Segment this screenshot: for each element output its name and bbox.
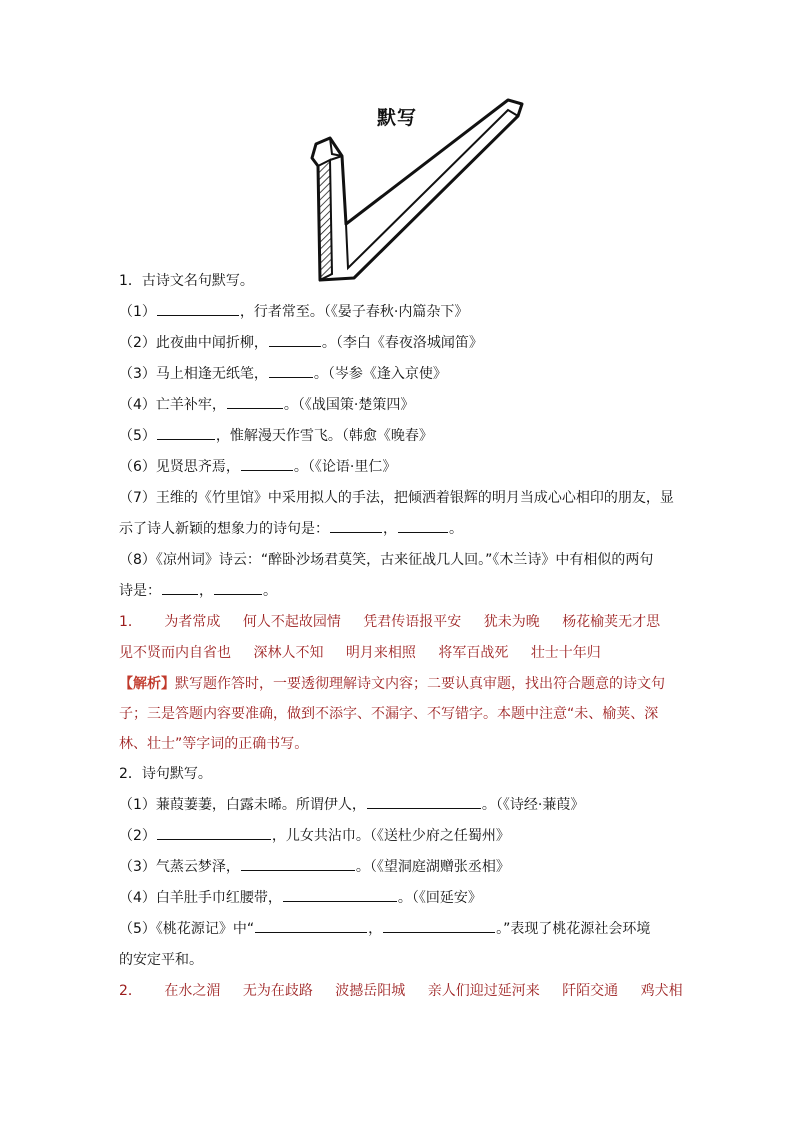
answer-blank [283,887,397,902]
item-number: （4） [119,397,156,413]
answer-text: 将军百战死 [438,645,509,661]
item-text: 蒹葭萋萋，白露未晞。所谓伊人， [155,797,366,813]
item-number: （3） [119,366,156,382]
item-text: ，惟解漫天作雪飞。（韩愈《晚春》 [215,428,433,444]
item-text: 。（《望洞庭湖赠张丞相》 [355,859,510,875]
q1-answers-row1 [119,607,679,638]
item-text: 此夜曲中闻折柳， [155,335,268,351]
answer-blank [157,425,215,440]
q1-item-1 [119,297,679,328]
answer-text: 何人不起故园情 [242,614,341,630]
q2-heading: 2．诗句默写。 [119,766,212,782]
item-text: ， [368,921,383,937]
item-text: 气蒸云梦泽， [155,859,240,875]
answer-text: 深林人不知 [253,645,324,661]
answer-blank [398,518,448,533]
analysis-text: 默写题作答时，一要透彻理解诗文内容；二要认真审题，找出符合题意的诗文句子；三是答题内容要准确，做到不添字、不漏字、不写错字。本题中注意“未、榆荚、深林、壮士”等字词的正确书写。 [119,676,665,752]
answer-blank [227,394,283,409]
item-text: 。（《回延安》 [397,890,482,906]
answer-text: 波撼岳阳城 [335,983,406,999]
q1-item-7-line1: （7）王维的《竹里馆》中采用拟人的手法，把倾洒着银辉的明月当成心心相印的朋友，显 [119,490,674,506]
answer-text: 杨花榆荚无才思 [562,614,661,630]
q1-analysis [119,669,679,759]
item-text: ， [199,583,213,599]
answer-text: 犹未为晚 [483,614,540,630]
answer-blank [330,518,382,533]
item-text: 。 [449,521,463,537]
answer-text: 鸡犬相 [640,983,683,999]
q1-item-5 [119,421,679,452]
item-text: 白羊肚手巾红腰带， [155,890,282,906]
item-number: （1） [119,797,156,813]
item-text: 亡羊补牢， [155,397,226,413]
answer-number: 1． [119,614,142,630]
answer-blank [157,825,271,840]
q2-item-4 [119,883,679,914]
q1-item-2 [119,328,679,359]
q2-item-5-line1 [119,914,679,945]
answer-blank [269,332,321,347]
item-text: 。（岑参《逢入京使》 [313,366,447,382]
item-number: （2） [119,335,156,351]
q1-item-6 [119,452,679,483]
q2-item-3 [119,852,679,883]
answer-number: 2． [119,983,142,999]
answer-blank [269,363,313,378]
item-text: 。（《论语·里仁》 [293,459,397,475]
item-text: ，儿女共沾巾。（《送杜少府之任蜀州》 [271,828,510,844]
answer-blank [241,456,293,471]
answer-blank [162,580,198,595]
item-text: 见贤思齐焉， [155,459,240,475]
item-number: （4） [119,890,156,906]
answer-text: 无为在歧路 [242,983,313,999]
answer-text: 在水之湄 [164,983,221,999]
content-body [119,266,683,1007]
item-number: （1） [119,304,156,320]
q2-item-2 [119,821,679,852]
answer-blank [214,580,262,595]
q1-item-8-line2 [119,576,679,607]
answer-blank [241,856,355,871]
q1-item-8-line1: （8）《凉州词》诗云：“醉卧沙场君莫笑，古来征战几人回。”《木兰诗》中有相似的两句 [119,552,654,568]
item-text: （5）《桃花源记》中“ [119,921,255,937]
q1-item-4 [119,390,679,421]
item-text: ，行者常至。（《晏子春秋·内篇杂下》 [239,304,469,320]
page-title: 默写 [376,107,417,129]
answer-blank [255,918,367,933]
q1-heading: 1．古诗文名句默写。 [119,273,254,289]
answer-text: 壮士十年归 [530,645,601,661]
answer-blank [367,794,481,809]
item-text: 。（《诗经·蒹葭》 [481,797,585,813]
answer-text: 见不贤而内自省也 [119,645,231,661]
item-text: 。（《战国策·楚策四》 [283,397,415,413]
item-text: ， [383,521,397,537]
answer-text: 亲人们迎过延河来 [427,983,540,999]
answer-text: 明月来相照 [345,645,416,661]
answer-text: 为者常成 [164,614,221,630]
item-text: 。 [263,583,277,599]
q2-item-1 [119,790,679,821]
analysis-tag: 【解析】 [119,676,175,692]
q1-answers-row2 [119,638,679,669]
item-number: （2） [119,828,156,844]
q2-answers-row [119,976,683,1007]
item-number: （5） [119,428,156,444]
item-text: 诗是： [119,583,161,599]
q1-item-3 [119,359,679,390]
item-text: 示了诗人新颖的想象力的诗句是： [119,521,329,537]
answer-text: 凭君传语报平安 [363,614,462,630]
item-number: （3） [119,859,156,875]
answer-text: 阡陌交通 [562,983,619,999]
q2-item-5-line2: 的安定平和。 [119,952,203,968]
item-text: 马上相逢无纸笔， [155,366,268,382]
item-text: 。”表现了桃花源社会环境 [496,921,651,937]
answer-blank [383,918,495,933]
item-number: （6） [119,459,156,475]
item-text: 。（李白《春夜洛城闻笛》 [321,335,483,351]
q1-item-7-line2 [119,514,679,545]
answer-blank [157,301,239,316]
